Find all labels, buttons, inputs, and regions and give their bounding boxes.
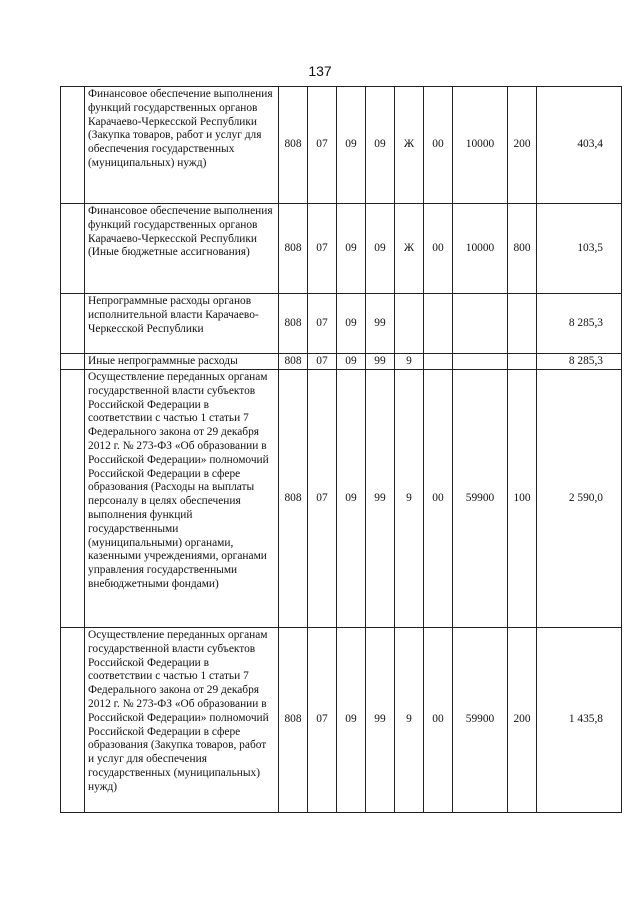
subsection-code: 09 [337, 354, 366, 370]
direction-code: 59900 [453, 370, 508, 628]
expense-name: Осуществление переданных органам государственной власти субъектов Российской Федерации в соответствии с частью 1 статьи 7 Федерального закона от 29 декабря 2012 г. № 273-ФЗ «Об образовании в Российской Федерации» полномочий Российской Федерации в сфере образования (Закупка товаров, работ и услуг для обеспечения государственных (муниципальных) нужд) [85, 628, 279, 813]
program-code: 09 [366, 87, 395, 204]
expense-name: Иные непрограммные расходы [85, 354, 279, 370]
row-marker-cell [61, 87, 85, 204]
subprogram-code: Ж [395, 204, 424, 294]
subsection-code: 09 [337, 87, 366, 204]
table-row [61, 204, 622, 294]
section-code: 07 [308, 294, 337, 354]
ministry-code: 808 [279, 204, 308, 294]
section-code: 07 [308, 628, 337, 813]
direction-code: 59900 [453, 628, 508, 813]
program-code: 99 [366, 628, 395, 813]
event-code: 00 [424, 370, 453, 628]
table-row [61, 87, 622, 204]
table-row [61, 354, 622, 370]
amount: 403,4 [537, 87, 622, 204]
expense-type-code: 100 [508, 370, 537, 628]
subsection-code: 09 [337, 628, 366, 813]
amount: 1 435,8 [537, 628, 622, 813]
expense-type-code: 200 [508, 628, 537, 813]
section-code: 07 [308, 204, 337, 294]
row-marker-cell [61, 354, 85, 370]
direction-code [453, 354, 508, 370]
section-code: 07 [308, 370, 337, 628]
ministry-code: 808 [279, 354, 308, 370]
event-code: 00 [424, 87, 453, 204]
page-number: 137 [308, 63, 332, 79]
row-marker-cell [61, 294, 85, 354]
direction-code: 10000 [453, 204, 508, 294]
subsection-code: 09 [337, 204, 366, 294]
table-row [61, 370, 622, 628]
program-code: 09 [366, 204, 395, 294]
subprogram-code: Ж [395, 87, 424, 204]
row-marker-cell [61, 204, 85, 294]
event-code [424, 354, 453, 370]
amount: 8 285,3 [537, 354, 622, 370]
subprogram-code: 9 [395, 370, 424, 628]
budget-table [60, 86, 622, 813]
amount: 8 285,3 [537, 294, 622, 354]
table-row [61, 294, 622, 354]
subprogram-code: 9 [395, 628, 424, 813]
program-code: 99 [366, 294, 395, 354]
expense-type-code: 200 [508, 87, 537, 204]
section-code: 07 [308, 87, 337, 204]
expense-type-code [508, 294, 537, 354]
amount: 103,5 [537, 204, 622, 294]
event-code: 00 [424, 204, 453, 294]
direction-code: 10000 [453, 87, 508, 204]
expense-type-code: 800 [508, 204, 537, 294]
subprogram-code [395, 294, 424, 354]
section-code: 07 [308, 354, 337, 370]
subsection-code: 09 [337, 294, 366, 354]
expense-name: Осуществление переданных органам государственной власти субъектов Российской Федерации в соответствии с частью 1 статьи 7 Федерального закона от 29 декабря 2012 г. № 273-ФЗ «Об образовании в Российской Федерации» полномочий Российской Федерации в сфере образования (Расходы на выплаты персоналу в целях обеспечения выполнения функций государственными (муниципальными) органами, казенными учреждениями, органами управления государственными внебюджетными фондами) [85, 370, 279, 628]
direction-code [453, 294, 508, 354]
subsection-code: 09 [337, 370, 366, 628]
table-row [61, 628, 622, 813]
ministry-code: 808 [279, 87, 308, 204]
event-code: 00 [424, 628, 453, 813]
subprogram-code: 9 [395, 354, 424, 370]
expense-name: Финансовое обеспечение выполнения функций государственных органов Карачаево-Черкесской Республики (Закупка товаров, работ и услуг для обеспечения государственных (муниципальных) нужд) [85, 87, 279, 204]
row-marker-cell [61, 628, 85, 813]
program-code: 99 [366, 370, 395, 628]
program-code: 99 [366, 354, 395, 370]
event-code [424, 294, 453, 354]
ministry-code: 808 [279, 370, 308, 628]
expense-name: Финансовое обеспечение выполнения функций государственных органов Карачаево-Черкесской Республики (Иные бюджетные ассигнования) [85, 204, 279, 294]
expense-name: Непрограммные расходы органов исполнительной власти Карачаево-Черкесской Республики [85, 294, 279, 354]
amount: 2 590,0 [537, 370, 622, 628]
ministry-code: 808 [279, 628, 308, 813]
row-marker-cell [61, 370, 85, 628]
ministry-code: 808 [279, 294, 308, 354]
expense-type-code [508, 354, 537, 370]
